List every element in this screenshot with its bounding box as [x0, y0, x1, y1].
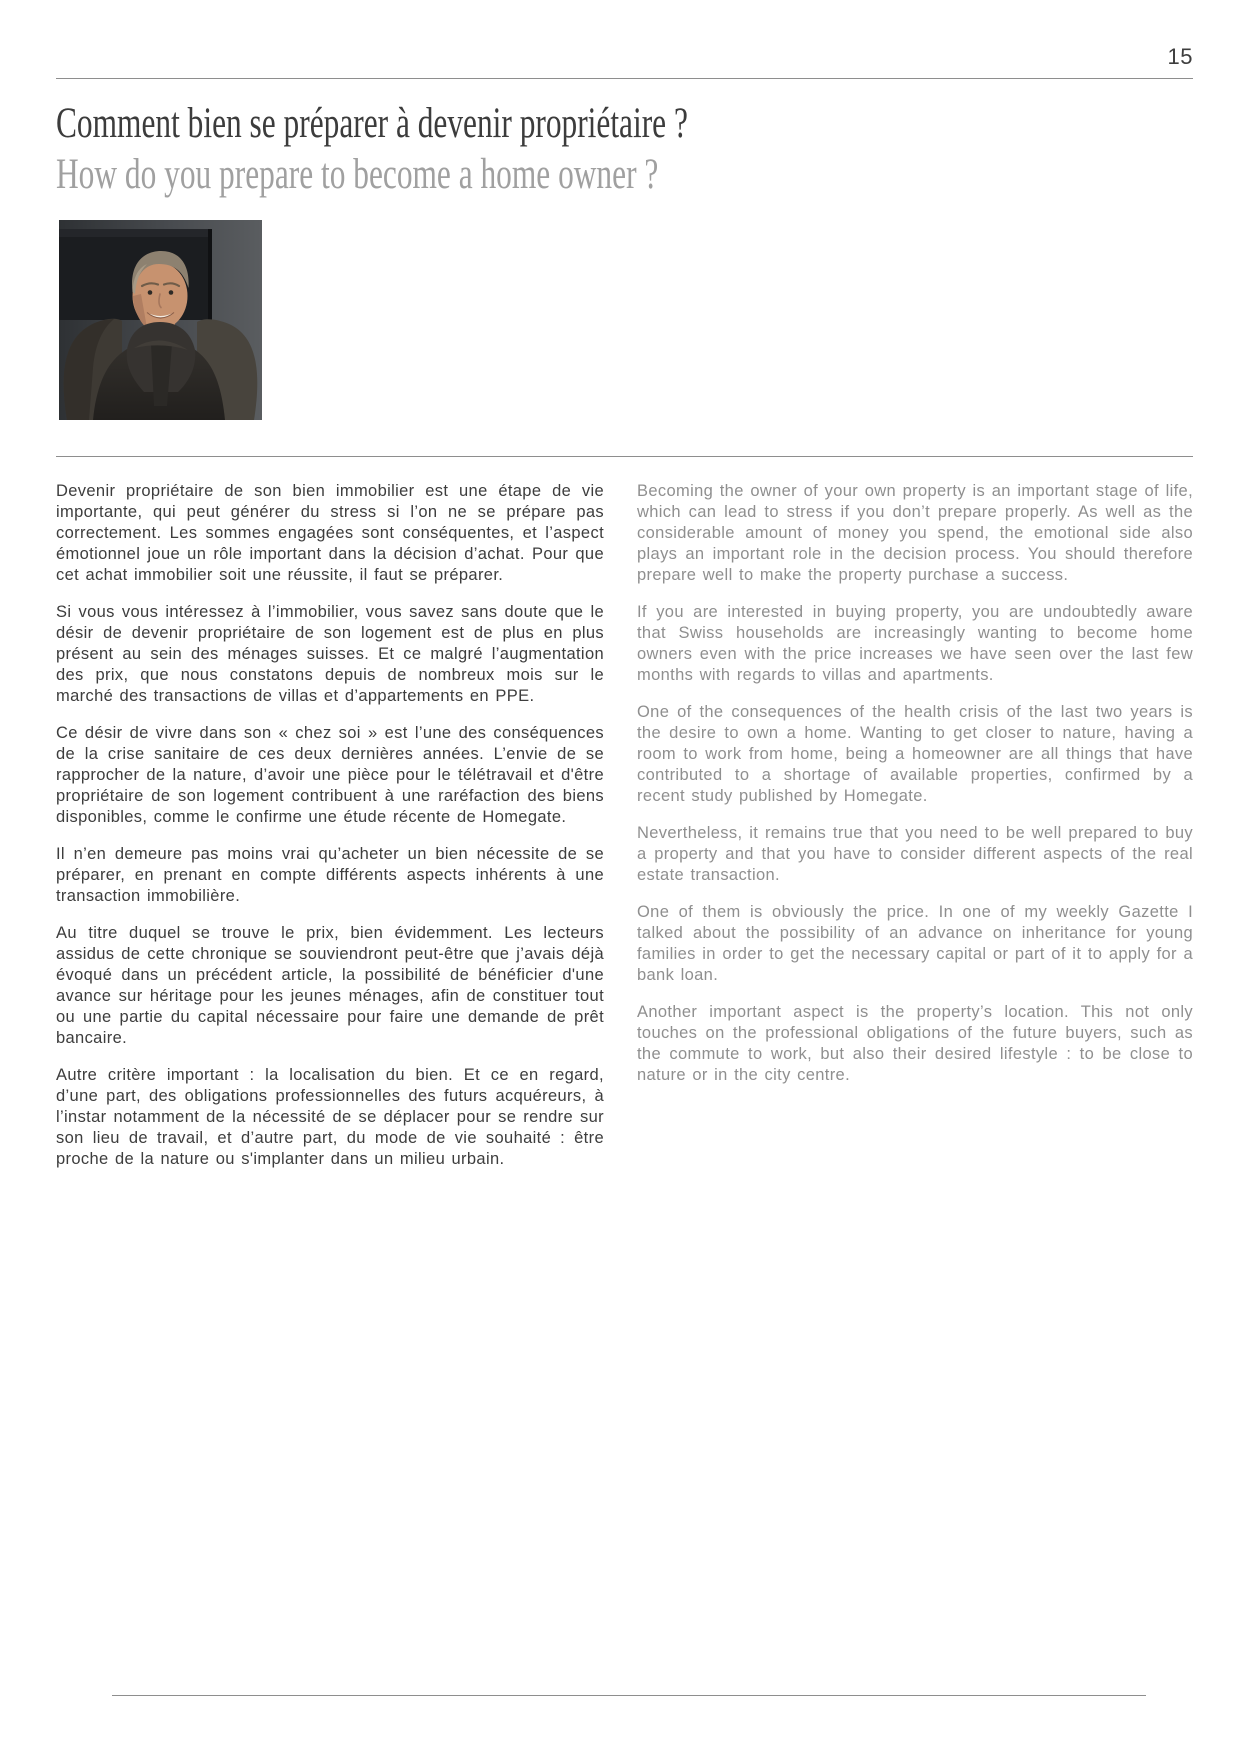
english-paragraph: If you are interested in buying property, you are undoubtedly aware that Swiss households are increasingly wanting to become home owners even with the price increases we have seen over the last few months with regards to villas and apartments. — [637, 603, 1193, 684]
author-portrait-illustration — [59, 220, 262, 420]
french-paragraph: Il n’en demeure pas moins vrai qu’acheter un bien nécessite de se préparer, en prenant en compte différents aspects inhérents à une transaction immobilière. — [56, 845, 604, 905]
french-column — [56, 481, 604, 1186]
page-number: 15 — [1167, 44, 1193, 69]
english-paragraph: One of the consequences of the health crisis of the last two years is the desire to own a home. Wanting to get closer to nature, having a room to work from home, being a homeowner are all things that have contributed to a shortage of available properties, confirmed by a recent study published by Homegate. — [637, 703, 1193, 805]
header-divider — [56, 456, 1193, 457]
english-paragraph: Becoming the owner of your own property is an important stage of life, which can lead to stress if you don’t prepare properly. As well as the considerable amount of money you spend, the emotional side also plays an important role in the decision process. You should therefore prepare well to make the property purchase a success. — [637, 482, 1193, 584]
french-paragraph: Au titre duquel se trouve le prix, bien évidemment. Les lecteurs assidus de cette chronique se souviendront peut-être que j’avais déjà évoqué dans un précédent article, la possibilité de bénéficier d'une avance sur héritage pour les jeunes ménages, afin de constituer tout ou une partie du capital nécessaire pour faire une demande de prêt bancaire. — [56, 924, 604, 1047]
french-paragraph: Si vous vous intéressez à l’immobilier, vous savez sans doute que le désir de devenir propriétaire de son logement est de plus en plus présent au sein des ménages suisses. Et ce malgré l’augmentation des prix, que nous constatons depuis de nombreux mois sur le marché des transactions de villas et d’appartements en PPE. — [56, 603, 604, 705]
author-photo — [59, 220, 262, 420]
article-body — [56, 481, 1193, 1186]
french-paragraph: Autre critère important : la localisation du bien. Et ce en regard, d’une part, des obligations professionnelles des futurs acquéreurs, à l’instar notamment de la nécessité de se déplacer pour se rendre sur son lieu de travail, et d’autre part, du mode de vie souhaité : être proche de la nature ou s'implanter dans un milieu urbain. — [56, 1066, 604, 1168]
english-paragraph: Another important aspect is the property’s location. This not only touches on the professional obligations of the future buyers, such as the commute to work, but also their desired lifestyle : to be close to nature or in the city centre. — [637, 1003, 1193, 1084]
article-title-french: Comment bien se préparer à devenir propriétaire ? — [56, 100, 688, 147]
french-paragraph: Devenir propriétaire de son bien immobilier est une étape de vie importante, qui peut générer du stress si l’on ne se prépare pas correctement. Les sommes engagées sont conséquentes, et l’aspect émotionnel joue un rôle important dans la décision d’achat. Pour que cet achat immobilier soit une réussite, il faut se préparer. — [56, 482, 604, 584]
english-paragraph: One of them is obviously the price. In one of my weekly Gazette I talked about the possibility of an advance on inheritance for young families in order to get the necessary capital or part of it to apply for a bank loan. — [637, 903, 1193, 984]
english-paragraph: Nevertheless, it remains true that you need to be well prepared to buy a property and that you have to consider different aspects of the real estate transaction. — [637, 824, 1193, 884]
french-paragraph: Ce désir de vivre dans son « chez soi » est l’une des conséquences de la crise sanitaire de ces deux dernières années. L’envie de se rapprocher de la nature, d’avoir une pièce pour le télétravail et d'être propriétaire de son logement contribuent à une raréfaction des biens disponibles, comme le confirme une étude récente de Homegate. — [56, 724, 604, 826]
magazine-page — [56, 0, 1193, 1754]
english-column — [637, 481, 1193, 1186]
article-header — [56, 99, 1193, 200]
bottom-divider — [112, 1695, 1146, 1696]
top-divider — [56, 78, 1193, 79]
article-title-english: How do you prepare to become a home owner ? — [56, 151, 659, 198]
